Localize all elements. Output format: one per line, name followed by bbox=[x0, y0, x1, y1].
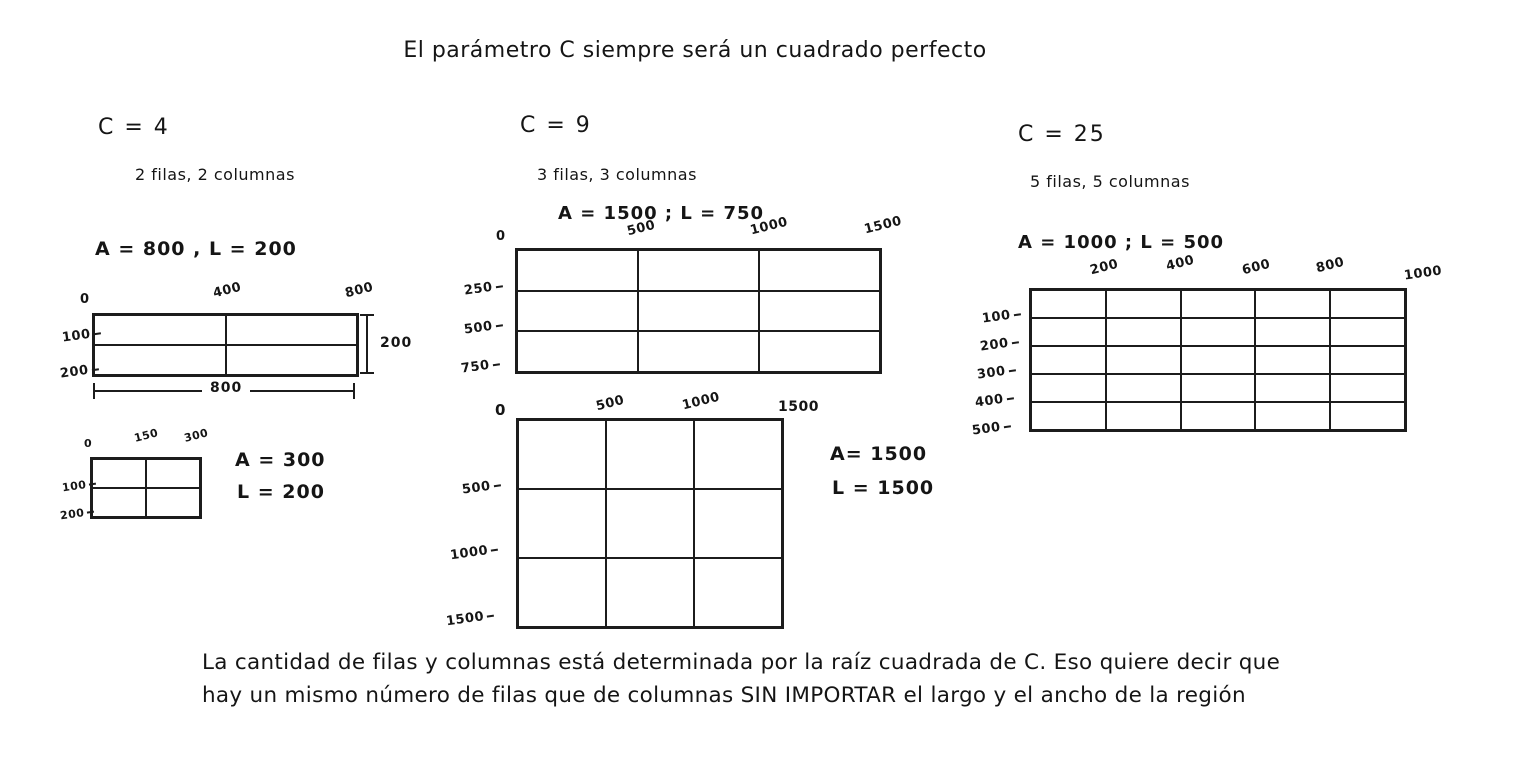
grid-cell bbox=[226, 315, 358, 345]
x-tick-label: 1000 bbox=[680, 389, 722, 414]
x-tick-label: 200 bbox=[1088, 256, 1121, 279]
grid-cell bbox=[1330, 318, 1405, 346]
grid-cell bbox=[92, 459, 146, 488]
grid-cell bbox=[517, 331, 638, 372]
grid-cell bbox=[1106, 374, 1181, 402]
x-tick-label: 600 bbox=[1240, 256, 1273, 279]
grid-cell bbox=[1330, 402, 1405, 430]
footer-line-1: La cantidad de filas y columnas está determinada por la raíz cuadrada de C. Eso quiere decir que bbox=[202, 650, 1281, 675]
x-tick-label: 1500 bbox=[862, 213, 904, 238]
grid-c9-wide bbox=[515, 248, 882, 374]
grid-cell bbox=[1330, 346, 1405, 374]
grid-cell bbox=[759, 291, 880, 332]
grid-cell bbox=[759, 331, 880, 372]
y-tick-label: 500 bbox=[971, 418, 1011, 438]
page-title: El parámetro C siempre será un cuadrado perfecto bbox=[403, 38, 987, 63]
height-dimension-label: 200 bbox=[372, 335, 420, 351]
section-c9-heading: C = 9 bbox=[520, 113, 592, 138]
grid-cell bbox=[92, 488, 146, 517]
grid-cell bbox=[1255, 346, 1330, 374]
section-c4-params: A = 800 , L = 200 bbox=[95, 238, 297, 260]
y-tick-label: 200 bbox=[59, 505, 95, 523]
grid-cell bbox=[1106, 318, 1181, 346]
grid-cell bbox=[94, 315, 226, 345]
grid-cell bbox=[638, 250, 759, 291]
y-tick-label: 1000 bbox=[449, 542, 499, 564]
grid-cell bbox=[1031, 402, 1106, 430]
grid-cell bbox=[518, 420, 606, 489]
x-tick-label: 800 bbox=[1314, 254, 1347, 277]
x-tick-label: 1000 bbox=[1403, 263, 1444, 284]
section-c25-params: A = 1000 ; L = 500 bbox=[1018, 232, 1225, 253]
x-tick-label: 400 bbox=[1164, 252, 1197, 275]
grid-cell bbox=[146, 488, 200, 517]
x-tick-label: 500 bbox=[625, 217, 658, 240]
grid-cell bbox=[1330, 290, 1405, 318]
grid-cell bbox=[1181, 318, 1256, 346]
grid-cell bbox=[518, 489, 606, 558]
x-tick-label: 0 bbox=[80, 292, 90, 307]
grid-cell bbox=[226, 345, 358, 375]
section-c9-subheading: 3 filas, 3 columnas bbox=[537, 165, 697, 184]
x-tick-label: 1500 bbox=[778, 399, 819, 415]
grid-cell bbox=[1031, 346, 1106, 374]
x-tick-label: 1000 bbox=[748, 214, 790, 239]
section-c4-subheading: 2 filas, 2 columnas bbox=[135, 165, 295, 184]
grid-cell bbox=[1106, 290, 1181, 318]
footer-note bbox=[202, 646, 1280, 713]
grid-c9-square-param-l: L = 1500 bbox=[832, 477, 935, 499]
x-tick-label: 800 bbox=[343, 279, 376, 302]
grid-cell bbox=[606, 489, 694, 558]
y-tick-label: 1500 bbox=[445, 608, 495, 630]
section-c4-heading: C = 4 bbox=[98, 115, 170, 140]
y-tick-label: 750 bbox=[460, 356, 500, 376]
grid-cell bbox=[1255, 318, 1330, 346]
y-tick-label: 200 bbox=[979, 334, 1019, 354]
grid-c4-small-param-a: A = 300 bbox=[235, 449, 326, 471]
grid-cell bbox=[1330, 374, 1405, 402]
grid-cell bbox=[1181, 374, 1256, 402]
y-tick-label: 500 bbox=[463, 317, 503, 337]
grid-c4-small-param-l: L = 200 bbox=[237, 481, 325, 503]
grid-c4-small bbox=[90, 457, 202, 519]
grid-cell bbox=[1106, 346, 1181, 374]
grid-cell bbox=[94, 345, 226, 375]
grid-c4-large bbox=[92, 313, 359, 377]
grid-cell bbox=[518, 558, 606, 627]
x-tick-label: 400 bbox=[211, 279, 244, 302]
grid-cell bbox=[1181, 402, 1256, 430]
y-tick-label: 250 bbox=[463, 278, 503, 298]
x-tick-label: 0 bbox=[84, 437, 93, 450]
section-c9-params: A = 1500 ; L = 750 bbox=[558, 203, 765, 224]
y-tick-label: 100 bbox=[981, 306, 1021, 326]
grid-cell bbox=[1181, 290, 1256, 318]
x-tick-label: 150 bbox=[132, 426, 160, 445]
y-tick-label: 500 bbox=[461, 477, 501, 497]
grid-cell bbox=[638, 331, 759, 372]
grid-cell bbox=[1255, 290, 1330, 318]
grid-cell bbox=[517, 250, 638, 291]
height-dimension-line bbox=[366, 314, 368, 374]
y-tick-label: 100 bbox=[61, 325, 101, 345]
grid-cell bbox=[1181, 346, 1256, 374]
section-c25-heading: C = 25 bbox=[1018, 122, 1106, 147]
grid-cell bbox=[606, 558, 694, 627]
grid-cell bbox=[638, 291, 759, 332]
grid-cell bbox=[694, 489, 782, 558]
footer-line-2: hay un mismo número de filas que de columnas SIN IMPORTAR el largo y el ancho de la región bbox=[202, 683, 1246, 709]
x-tick-label: 300 bbox=[182, 426, 210, 445]
grid-cell bbox=[759, 250, 880, 291]
grid-cell bbox=[517, 291, 638, 332]
grid-cell bbox=[1255, 402, 1330, 430]
width-dimension-label: 800 bbox=[202, 380, 250, 396]
section-c25-subheading: 5 filas, 5 columnas bbox=[1030, 172, 1190, 191]
grid-cell bbox=[694, 558, 782, 627]
grid-cell bbox=[1255, 374, 1330, 402]
x-tick-label: 0 bbox=[496, 229, 506, 244]
y-tick-label: 300 bbox=[976, 362, 1016, 382]
x-tick-label: 500 bbox=[594, 392, 627, 415]
grid-c9-square bbox=[516, 418, 784, 629]
grid-cell bbox=[606, 420, 694, 489]
grid-c25 bbox=[1029, 288, 1407, 432]
y-tick-label: 100 bbox=[61, 477, 97, 495]
grid-cell bbox=[1031, 374, 1106, 402]
grid-cell bbox=[1106, 402, 1181, 430]
y-tick-label: 400 bbox=[974, 390, 1014, 410]
grid-cell bbox=[1031, 318, 1106, 346]
grid-c9-square-param-a: A= 1500 bbox=[830, 443, 928, 465]
grid-cell bbox=[694, 420, 782, 489]
grid-cell bbox=[146, 459, 200, 488]
x-tick-label: 0 bbox=[495, 401, 506, 419]
y-tick-label: 200 bbox=[59, 361, 99, 381]
grid-cell bbox=[1031, 290, 1106, 318]
